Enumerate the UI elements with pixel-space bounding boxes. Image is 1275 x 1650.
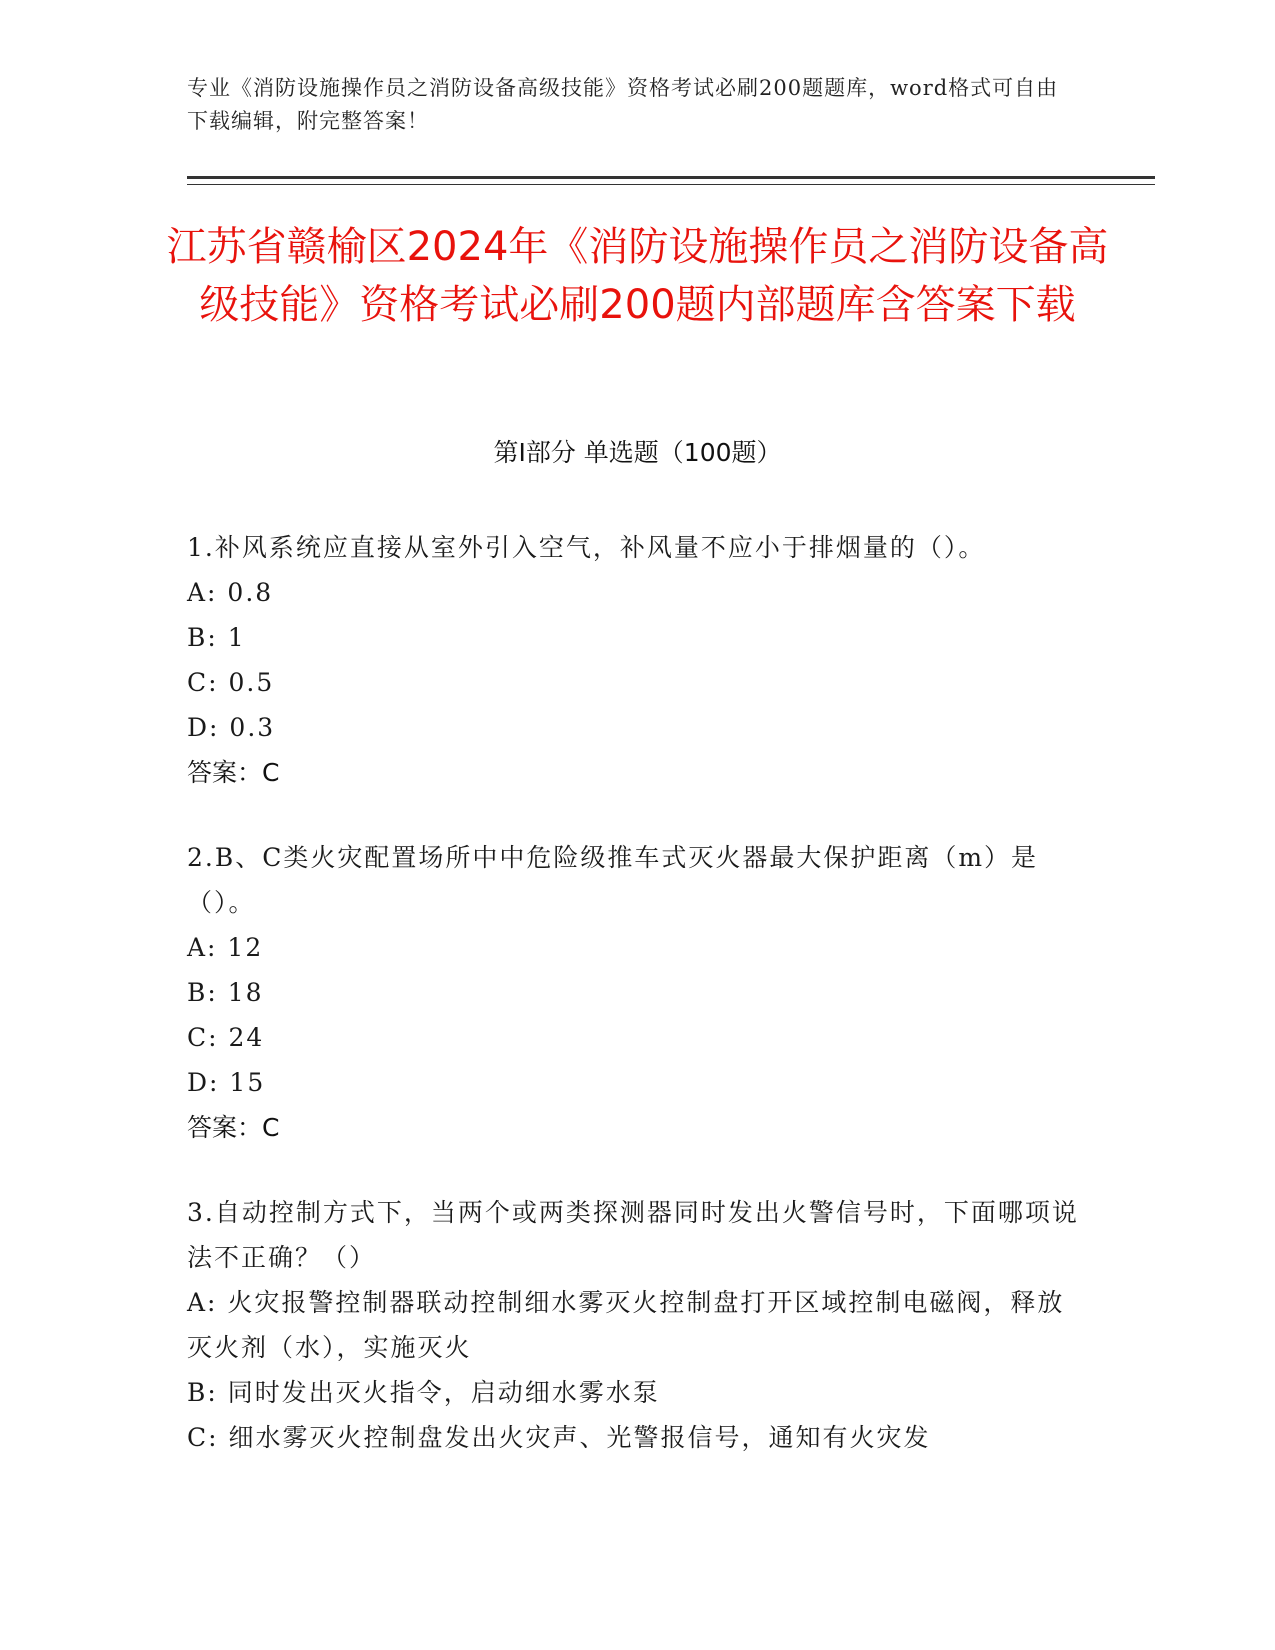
section-heading: 第Ⅰ部分 单选题（100题）: [493, 438, 782, 467]
question-list: [187, 525, 1087, 1500]
option-a: A: 0.8: [187, 578, 274, 607]
answer: 答案：C: [187, 758, 280, 787]
question-1: [187, 525, 1087, 795]
option-c: C: 0.5: [187, 668, 275, 697]
option-d: D: 0.3: [187, 713, 276, 742]
option-b: B: 1: [187, 623, 246, 652]
header-divider-thick: [187, 176, 1155, 179]
question-3: [187, 1190, 1087, 1460]
option-b: B: 18: [187, 978, 264, 1007]
option-b: B: 同时发出灭火指令，启动细水雾水泵: [187, 1378, 660, 1407]
option-a: A: 12: [187, 933, 264, 962]
question-text: 2.B、C类火灾配置场所中中危险级推车式灭火器最大保护距离（m）是（）。: [187, 843, 1039, 917]
option-d: D: 15: [187, 1068, 266, 1097]
option-a: A: 火灾报警控制器联动控制细水雾灭火控制盘打开区域控制电磁阀，释放灭火剂（水），实施灭火: [187, 1288, 1065, 1362]
answer: 答案：C: [187, 1113, 280, 1142]
question-2: [187, 835, 1087, 1150]
question-text: 1.补风系统应直接从室外引入空气，补风量不应小于排烟量的（）。: [187, 533, 986, 562]
option-c: C: 24: [187, 1023, 265, 1052]
question-text: 3.自动控制方式下，当两个或两类探测器同时发出火警信号时，下面哪项说法不正确？（）: [187, 1198, 1079, 1272]
document-title: 江苏省赣榆区2024年《消防设施操作员之消防设备高级技能》资格考试必刷200题内部题库含答案下载: [166, 224, 1109, 328]
header-note: 专业《消防设施操作员之消防设备高级技能》资格考试必刷200题题库，word格式可自由下载编辑，附完整答案！: [187, 76, 1059, 133]
option-c: C: 细水雾灭火控制盘发出火灾声、光警报信号，通知有火灾发: [187, 1423, 931, 1452]
header-divider-thin: [187, 184, 1155, 185]
